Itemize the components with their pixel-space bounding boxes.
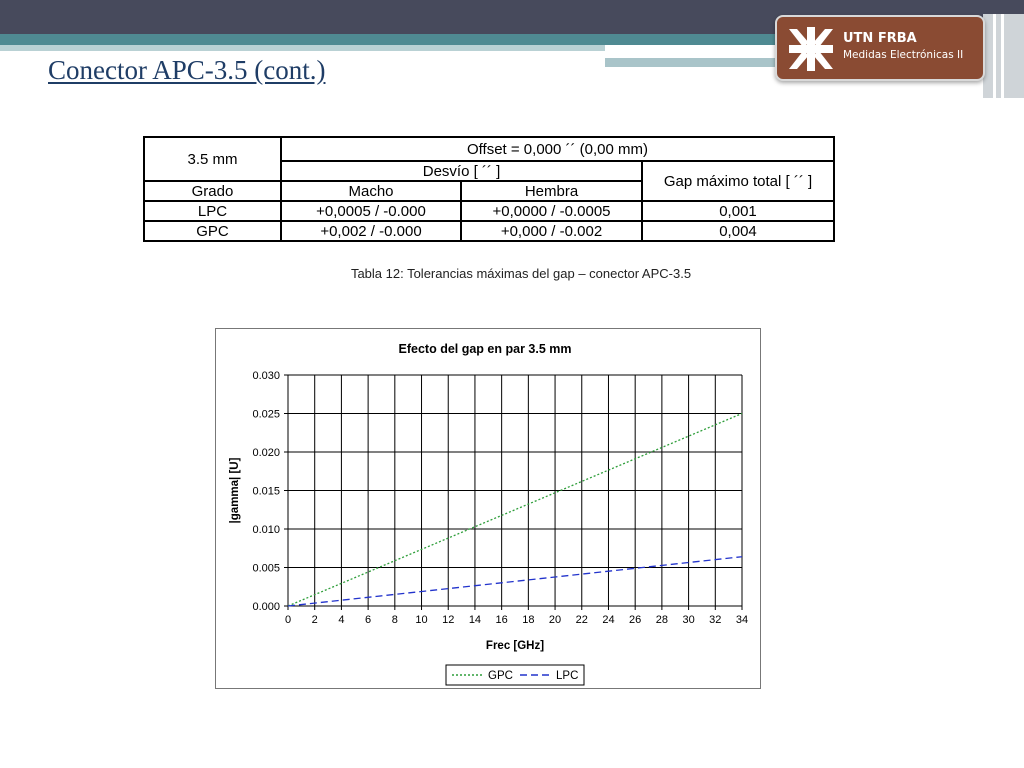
y-tick-label: 0.030 (252, 370, 280, 382)
x-tick-label: 2 (311, 614, 318, 626)
series-line-gpc (288, 414, 742, 607)
macho-cell: +0,0005 / -0.000 (281, 201, 461, 221)
grado-cell: LPC (144, 201, 281, 221)
slide-title: Conector APC-3.5 (cont.) (48, 55, 326, 85)
gap-cell: 0,004 (642, 221, 834, 241)
chart-title: Efecto del gap en par 3.5 mm (398, 342, 572, 356)
gap-cell: 0,001 (642, 201, 834, 221)
y-axis-label: |gamma| [U] (229, 457, 241, 524)
institution-badge (775, 15, 985, 81)
y-tick-label: 0.020 (252, 447, 280, 459)
chart-frame (215, 328, 761, 689)
x-tick-label: 20 (548, 614, 562, 626)
x-tick-label: 24 (602, 614, 615, 626)
y-tick-label: 0.025 (252, 408, 280, 421)
x-tick-label: 16 (495, 614, 508, 626)
table-row (144, 201, 834, 221)
x-tick-label: 12 (442, 614, 455, 626)
grado-cell: GPC (144, 221, 281, 241)
hembra-header: Hembra (461, 181, 642, 201)
desvio-header: Desvío [ ´´ ] (281, 161, 642, 181)
x-tick-label: 18 (522, 614, 535, 626)
table-row (144, 221, 834, 241)
x-tick-label: 34 (735, 614, 749, 626)
tolerance-table (143, 136, 835, 242)
x-tick-label: 32 (709, 614, 722, 626)
x-tick-label: 26 (629, 614, 642, 626)
series-line-lpc (288, 557, 742, 606)
header-right-stripes (983, 14, 1024, 98)
offset-header: Offset = 0,000 ´´ (0,00 mm) (281, 137, 834, 161)
macho-cell: +0,002 / -0.000 (281, 221, 461, 241)
header-light-band (0, 45, 605, 51)
y-tick-label: 0.010 (252, 524, 280, 536)
legend-label-gpc: GPC (488, 670, 513, 682)
x-tick-label: 10 (415, 614, 428, 626)
x-tick-label: 6 (365, 614, 372, 626)
legend-label-lpc: LPC (556, 670, 579, 682)
x-tick-label: 22 (575, 614, 588, 626)
gap-header: Gap máximo total [ ´´ ] (642, 161, 834, 201)
badge-subtitle: Medidas Electrónicas II (843, 49, 964, 61)
badge-title: UTN FRBA (843, 31, 917, 46)
table-caption: Tabla 12: Tolerancias máximas del gap – conector APC-3.5 (350, 266, 692, 281)
y-tick-label: 0.005 (252, 562, 280, 575)
table-corner-cell: 3.5 mm (144, 137, 281, 181)
utn-logo-icon (785, 23, 837, 75)
y-tick-label: 0.000 (252, 601, 280, 613)
grado-header: Grado (144, 181, 281, 201)
x-tick-label: 14 (468, 614, 482, 626)
x-tick-label: 8 (391, 614, 398, 626)
x-tick-label: 4 (338, 614, 345, 626)
hembra-cell: +0,0000 / -0.0005 (461, 201, 642, 221)
x-tick-label: 28 (655, 614, 669, 626)
header-light-band-right (605, 58, 775, 67)
x-tick-label: 30 (682, 614, 695, 626)
x-axis-label: Frec [GHz] (485, 640, 545, 652)
x-tick-label: 0 (284, 614, 292, 626)
macho-header: Macho (281, 181, 461, 201)
gap-effect-chart (216, 329, 760, 688)
hembra-cell: +0,000 / -0.002 (461, 221, 642, 241)
y-tick-label: 0.015 (252, 485, 280, 498)
